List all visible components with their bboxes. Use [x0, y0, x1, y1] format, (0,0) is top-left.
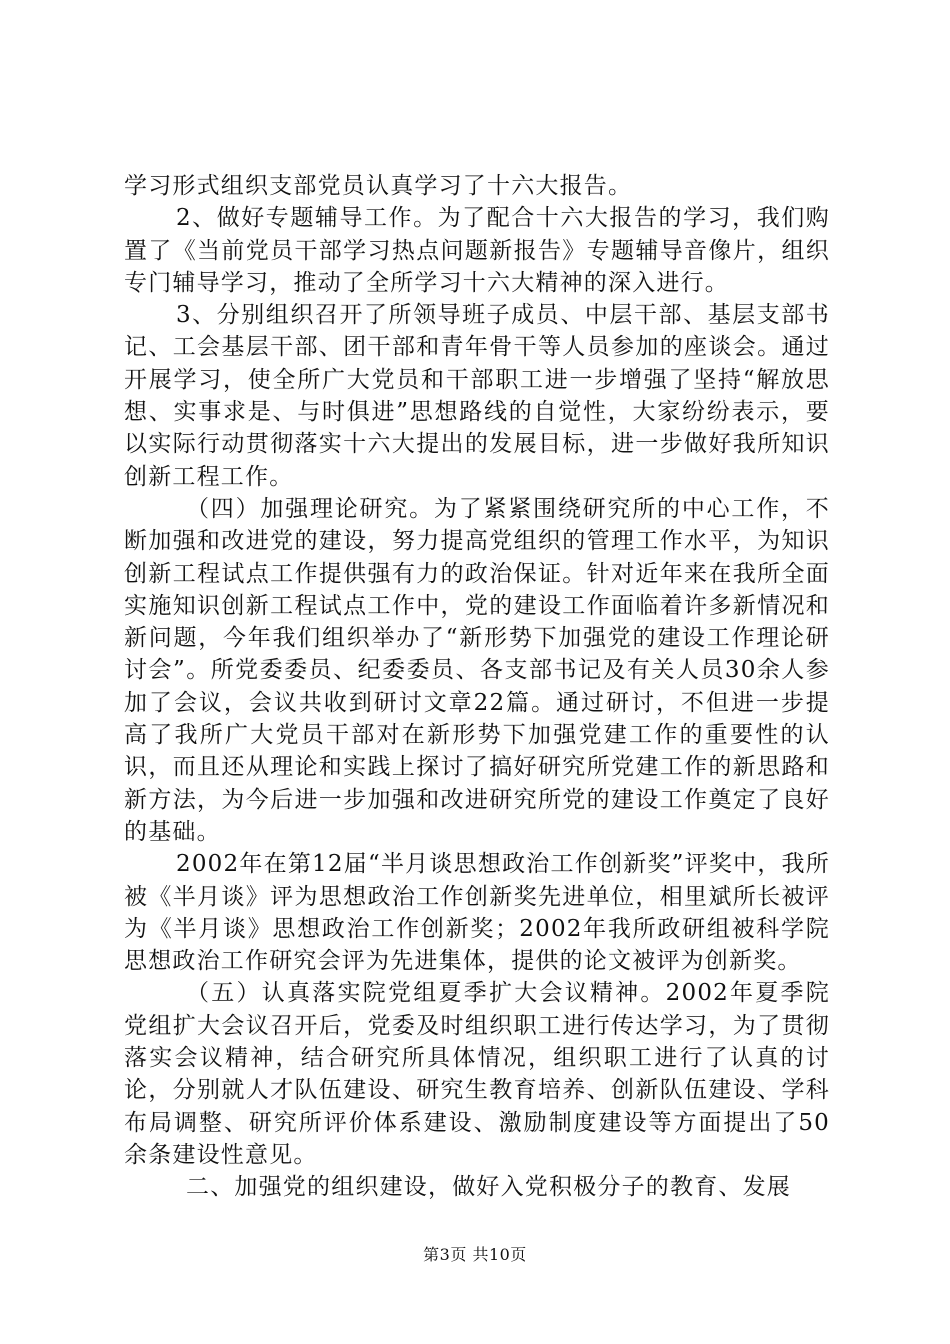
paragraph-3: 3、分别组织召开了所领导班子成员、中层干部、基层支部书记、工会基层干部、团干部和青年骨干等人员参加的座谈会。通过开展学习，使全所广大党员和干部职工进一步增强了坚持“解放思想、实事求是、与时俱进”思想路线的自觉性，大家纷纷表示，要以实际行动贯彻落实十六大提出的发展目标，进一步做好我所知识创新工程工作。	[124, 302, 830, 490]
paragraph-2: 2、做好专题辅导工作。为了配合十六大报告的学习，我们购置了《当前党员干部学习热点问题新报告》专题辅导音像片，组织专门辅导学习，推动了全所学习十六大精神的深入进行。	[124, 205, 830, 296]
page-number-footer: 第3页 共10页	[423, 1245, 527, 1264]
paragraph-1: 学习形式组织支部党员认真学习了十六大报告。	[124, 173, 633, 199]
document-body	[124, 170, 830, 1204]
paragraph-5: 2002年在第12届“半月谈思想政治工作创新奖”评奖中，我所被《半月谈》评为思想政治工作创新奖先进单位，相里斌所长被评为《半月谈》思想政治工作创新奖；2002年我所政研组被科学院思想政治工作研究会评为先进集体，提供的论文被评为创新奖。	[124, 851, 830, 975]
paragraph-6: （五）认真落实院党组夏季扩大会议精神。2002年夏季院党组扩大会议召开后，党委及时组织职工进行传达学习，为了贯彻落实会议精神，结合研究所具体情况，组织职工进行了认真的讨论，分别就人才队伍建设、研究生教育培养、创新队伍建设、学科布局调整、研究所评价体系建设、激励制度建设等方面提出了50余条建设性意见。	[124, 980, 830, 1168]
paragraph-4: （四）加强理论研究。为了紧紧围绕研究所的中心工作，不断加强和改进党的建设，努力提高党组织的管理工作水平，为知识创新工程试点工作提供强有力的政治保证。针对近年来在我所全面实施知识创新工程试点工作中，党的建设工作面临着许多新情况和新问题，今年我们组织举办了“新形势下加强党的建设工作理论研讨会”。所党委委员、纪委委员、各支部书记及有关人员30余人参加了会议，会议共收到研讨文章22篇。通过研讨，不但进一步提高了我所广大党员干部对在新形势下加强党建工作的重要性的认识，而且还从理论和实践上探讨了搞好研究所党建工作的新思路和新方法，为今后进一步加强和改进研究所党的建设工作奠定了良好的基础。	[124, 495, 830, 845]
paragraph-7: 二、加强党的组织建设，做好入党积极分子的教育、发展	[186, 1174, 791, 1201]
